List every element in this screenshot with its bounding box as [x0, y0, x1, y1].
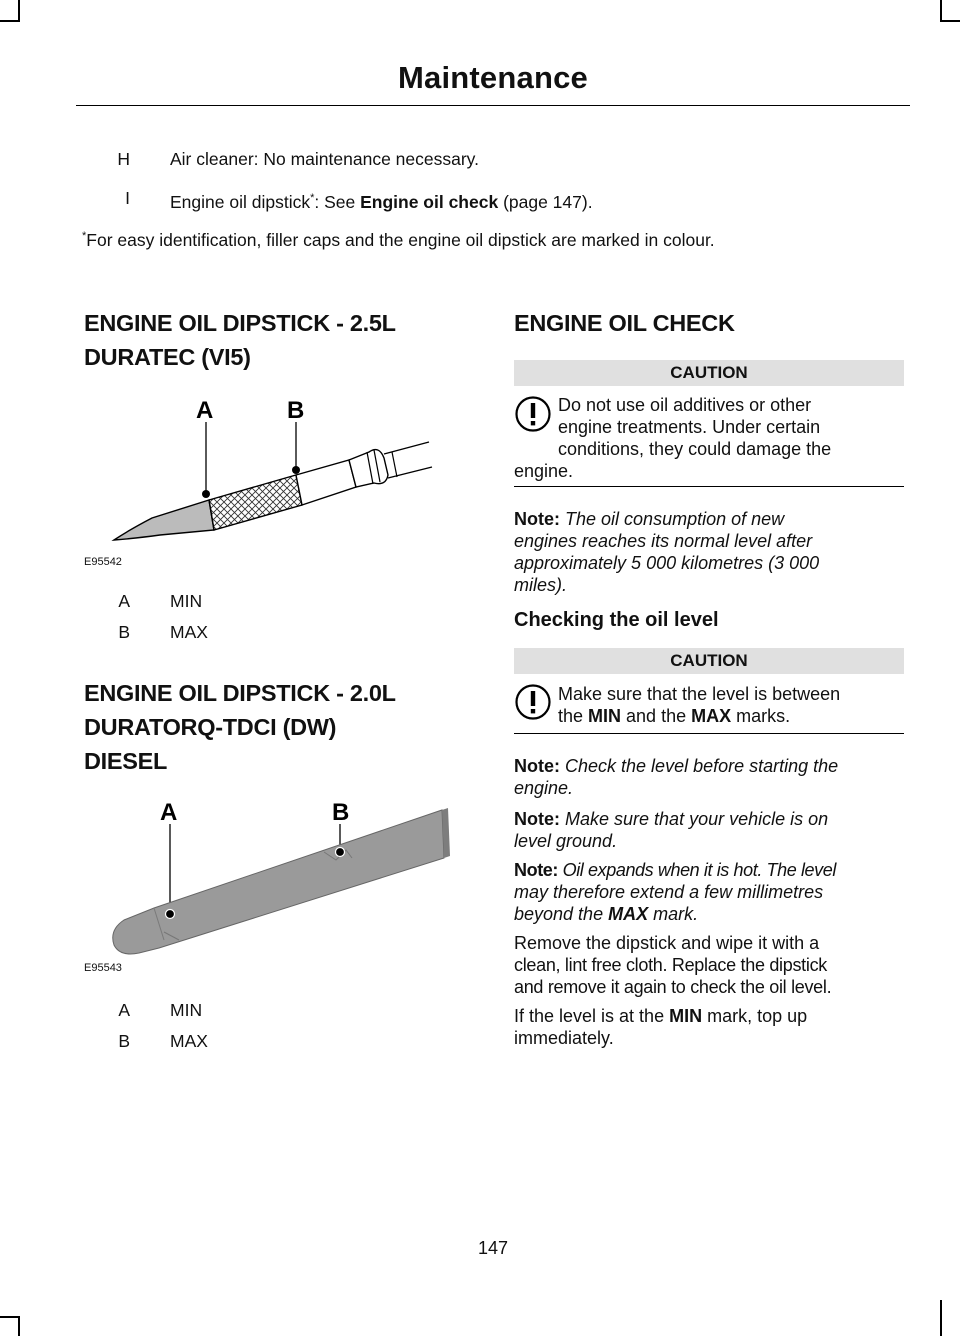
caution-text: Do not use oil additives or other engine treatments. Under certain conditions, they could damage the engine. [514, 395, 832, 481]
section-heading: ENGINE OIL CHECK [514, 310, 735, 336]
footnote [82, 225, 715, 251]
crop-mark [0, 1316, 20, 1318]
figure-label-a: A [160, 799, 178, 826]
heading-line: DURATEC (VI5) [84, 344, 251, 370]
figure-id: E95543 [84, 962, 122, 974]
legend-item [0, 590, 480, 614]
footnote-marker: * [310, 192, 315, 204]
figure-label-b: B [287, 397, 305, 424]
heading-line: DURATORQ-TDCI (DW) [84, 714, 337, 740]
crop-mark [0, 20, 20, 22]
paragraph: Remove the dipstick and wipe it with a clean, lint free cloth. Replace the dipstick and remove it again to check the oil level. [514, 933, 832, 997]
caution-text: Make sure that the level is between the MIN and the MAX marks. [558, 684, 841, 726]
heading-line: ENGINE OIL DIPSTICK - 2.0L [84, 680, 396, 706]
legend-item [0, 999, 480, 1023]
legend-key: A [118, 1000, 130, 1020]
legend-key: A [118, 591, 130, 611]
crop-mark [18, 0, 20, 22]
heading-line: ENGINE OIL DIPSTICK - 2.5L [84, 310, 396, 336]
list-text: Air cleaner: No maintenance necessary. [170, 149, 479, 169]
list-key: I [125, 188, 130, 208]
footnote-marker: * [82, 230, 87, 242]
page-number: 147 [477, 1238, 509, 1258]
figure-label-b: B [332, 799, 350, 826]
cross-reference-link[interactable]: Engine oil check [360, 191, 499, 212]
list-item [0, 148, 960, 172]
note: Note: Make sure that your vehicle is on level ground. [514, 809, 829, 851]
crop-mark [940, 20, 960, 22]
legend-text: MAX [170, 622, 208, 642]
section-heading [84, 676, 396, 778]
list-key: H [117, 149, 130, 169]
warning-icon [514, 683, 552, 721]
note: Note: Oil expands when it is hot. The level may therefore extend a few millimetres beyond the MAX mark. [514, 860, 836, 924]
caution-rule [514, 486, 904, 487]
caution-label: CAUTION [514, 360, 904, 386]
note: Note: Check the level before starting the engine. [514, 756, 839, 798]
legend-text: MAX [170, 1031, 208, 1051]
legend-text: MIN [170, 1000, 203, 1020]
legend-key: B [118, 1031, 130, 1051]
crop-mark [940, 0, 942, 22]
caution-label: CAUTION [514, 648, 904, 674]
list-text: (page 147). [498, 191, 593, 212]
caution-rule [514, 733, 904, 734]
legend-item [0, 621, 480, 645]
footnote-text: For easy identification, filler caps and the engine oil dipstick are marked in colour. [86, 229, 715, 250]
legend-item [0, 1030, 480, 1054]
page-title: Maintenance [398, 60, 588, 95]
list-item [0, 187, 960, 211]
header-rule [76, 105, 910, 106]
section-heading [84, 306, 396, 374]
figure-id: E95542 [84, 556, 122, 568]
subheading: Checking the oil level [514, 609, 719, 631]
crop-mark [940, 1300, 942, 1336]
note: Note: The oil consumption of new engines reaches its normal level after approximately 5 000 kilometres (3 000 miles). [514, 509, 820, 595]
list-text: Engine oil dipstick [170, 191, 311, 212]
crop-mark [18, 1316, 20, 1336]
paragraph: If the level is at the MIN mark, top up immediately. [514, 1006, 808, 1048]
dipstick-figure-diesel [84, 790, 464, 980]
legend-text: MIN [170, 591, 203, 611]
figure-label-a: A [196, 397, 214, 424]
legend-key: B [118, 622, 130, 642]
heading-line: DIESEL [84, 748, 168, 774]
list-text: : See [314, 191, 361, 212]
dipstick-figure-petrol [84, 390, 464, 570]
